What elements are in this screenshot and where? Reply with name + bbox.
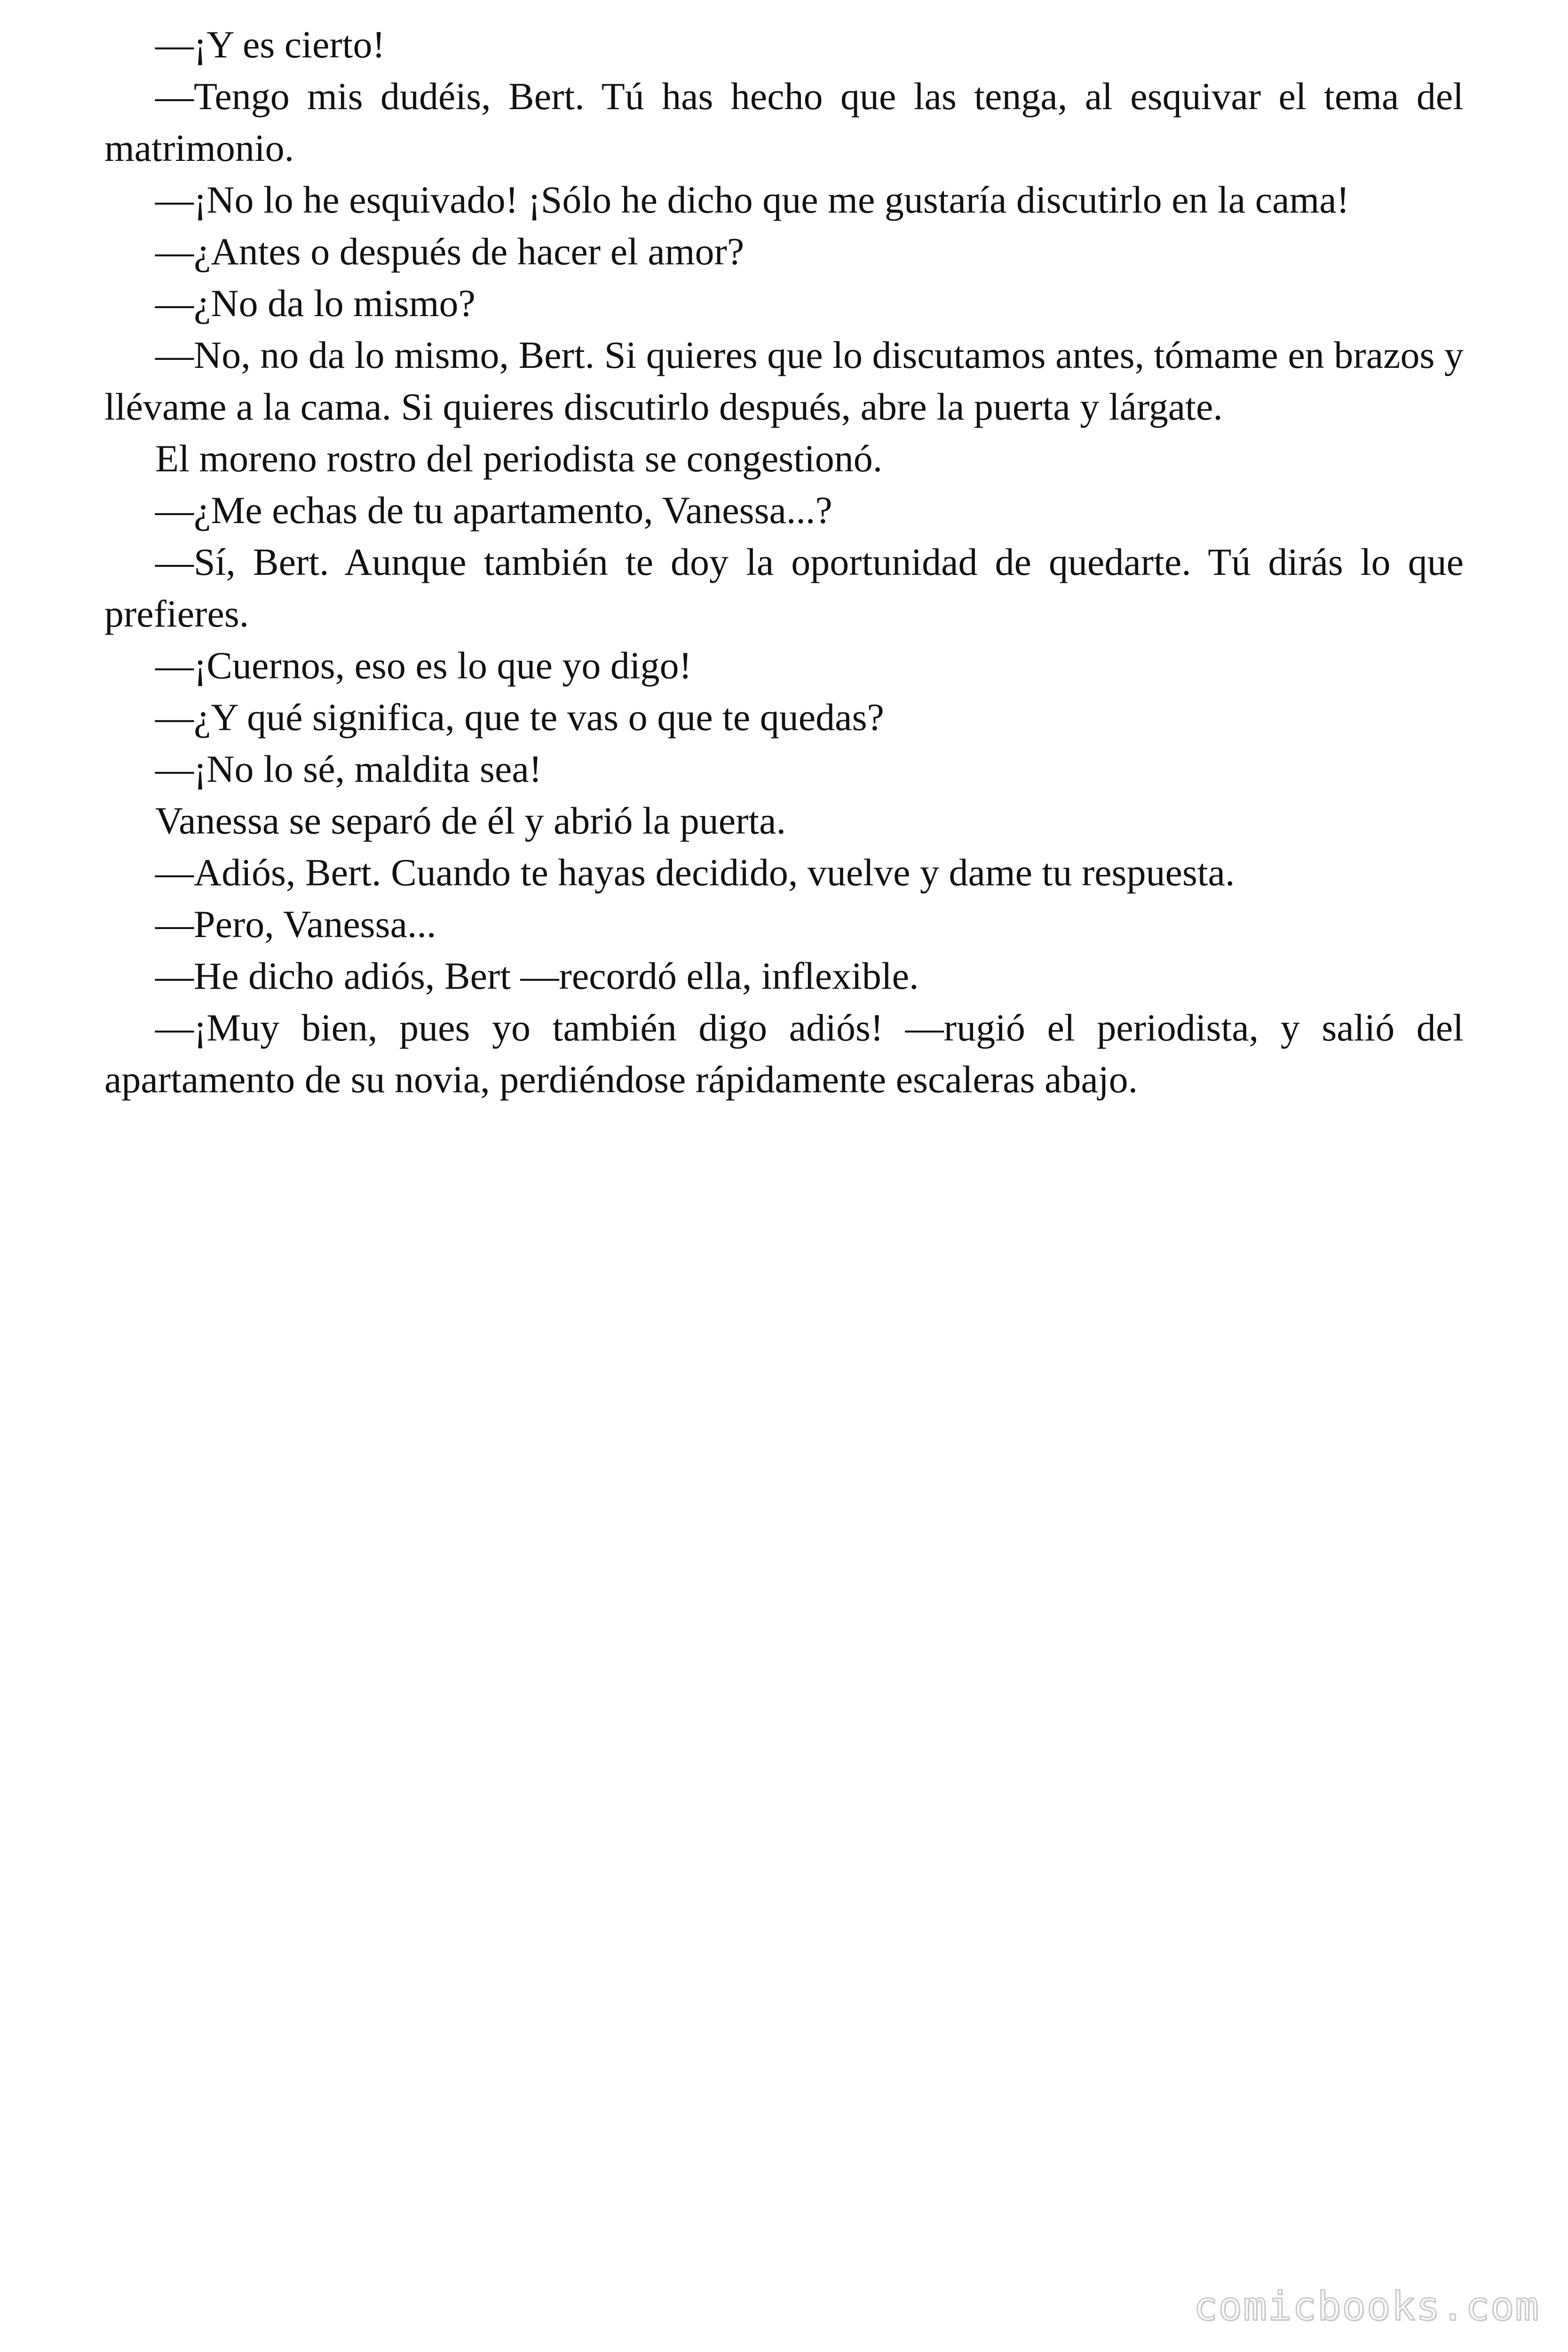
paragraph: —No, no da lo mismo, Bert. Si quieres que lo discutamos antes, tómame en brazos y llévame a la cama. Si quieres discutirlo después, abre la puerta y lárgate. bbox=[104, 334, 1464, 428]
body-text bbox=[104, 19, 1464, 1105]
paragraph: —Adiós, Bert. Cuando te hayas decidido, vuelve y dame tu respuesta. bbox=[155, 851, 1235, 894]
paragraph: —¡No lo sé, maldita sea! bbox=[155, 747, 542, 790]
paragraph: —Sí, Bert. Aunque también te doy la oportunidad de quedarte. Tú dirás lo que prefieres. bbox=[104, 540, 1464, 635]
paragraph: —¡Y es cierto! bbox=[155, 23, 385, 66]
paragraph: —He dicho adiós, Bert —recordó ella, inflexible. bbox=[155, 954, 919, 997]
paragraph: —¿Me echas de tu apartamento, Vanessa...? bbox=[155, 489, 832, 532]
paragraph: —¿No da lo mismo? bbox=[155, 282, 475, 325]
paragraph: —Pero, Vanessa... bbox=[155, 903, 436, 946]
paragraph: —¡No lo he esquivado! ¡Sólo he dicho que me gustaría discutirlo en la cama! bbox=[155, 178, 1349, 221]
paragraph: El moreno rostro del periodista se congestionó. bbox=[155, 437, 883, 480]
paragraph: —¿Antes o después de hacer el amor? bbox=[155, 230, 744, 273]
paragraph: —¿Y qué significa, que te vas o que te quedas? bbox=[155, 696, 884, 739]
watermark: comicbooks.com bbox=[1193, 2283, 1540, 2329]
paragraph: Vanessa se separó de él y abrió la puerta. bbox=[155, 799, 786, 842]
paragraph: —¡Muy bien, pues yo también digo adiós! —rugió el periodista, y salió del apartamento de su novia, perdiéndose rápidamente escaleras abajo. bbox=[104, 1006, 1464, 1101]
paragraph: —Tengo mis dudéis, Bert. Tú has hecho que las tenga, al esquivar el tema del matrimonio. bbox=[104, 75, 1464, 169]
paragraph: —¡Cuernos, eso es lo que yo digo! bbox=[155, 644, 692, 687]
